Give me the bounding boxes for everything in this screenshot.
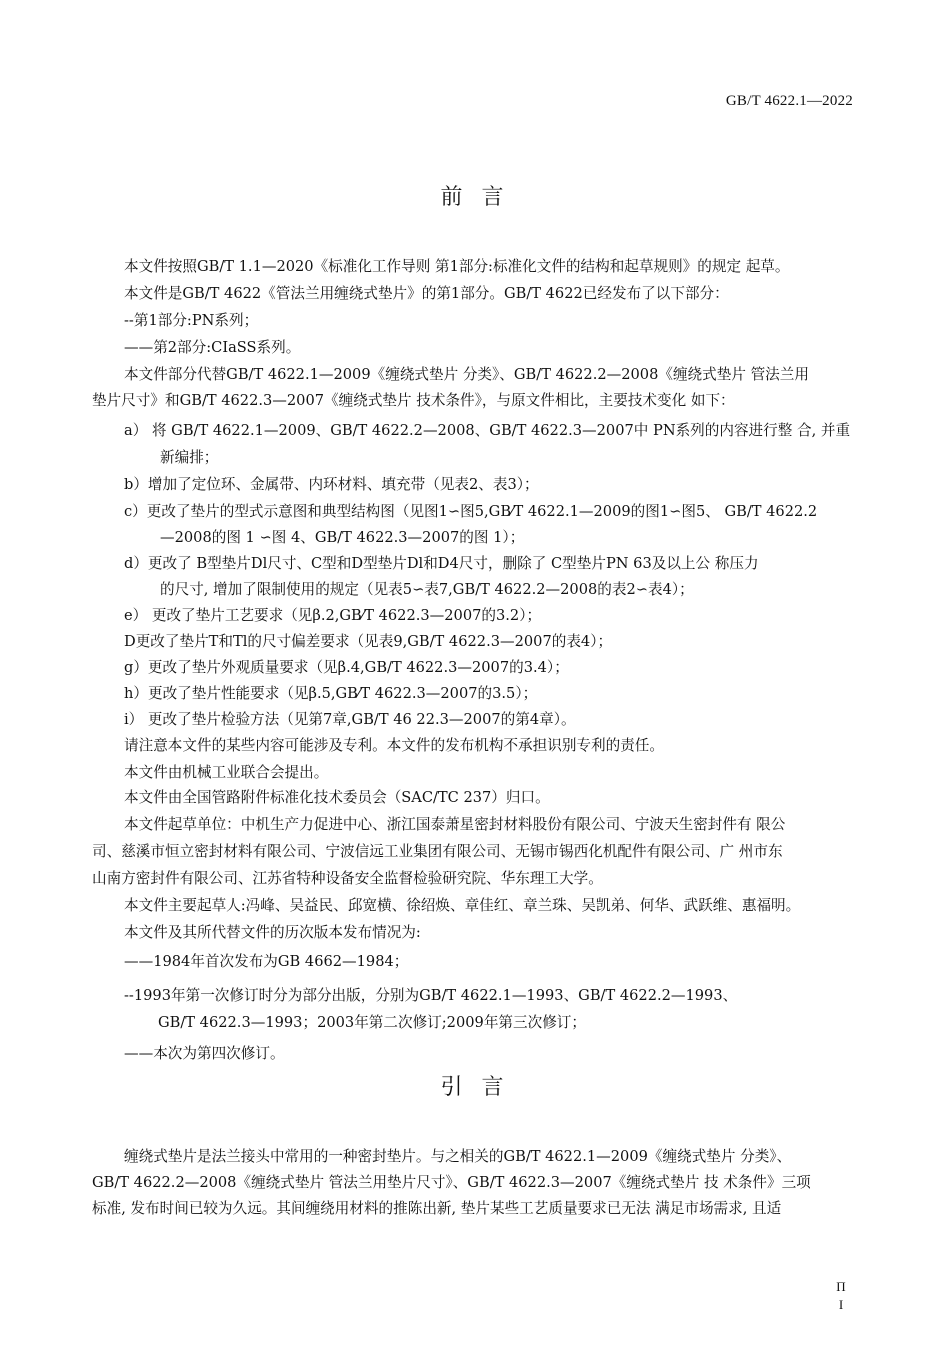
foreword-line: D更改了垫片T和Tl的尺寸偏差要求（见表9,GB/T 4622.3—2007的表4）； (124, 633, 613, 650)
foreword-line: 本文件主要起草人:冯峰、吴益民、邱宽横、徐绍焕、章佳红、章兰珠、吴凯弟、何华、武跃维、惠福明。 (124, 897, 801, 914)
foreword-line: c）更改了垫片的型式示意图和典型结构图（见图1∽图5,GB⁄T 4622.1—2009的图1∽图5、 GB/T 4622.2 (124, 503, 818, 520)
foreword-line: d）更改了 B型垫片Dl尺寸、C型和D型垫片Dl和D4尺寸，删除了 C型垫片PN 63及以上公 称压力 (124, 555, 759, 572)
foreword-line: 司、慈溪市恒立密封材料有限公司、宁波信远工业集团有限公司、无锡市锡西化机配件有限公司、广 州市东 (92, 843, 783, 860)
introduction-title: 引 言 (440, 1075, 510, 1100)
foreword-line: 本文件起草单位：中机生产力促进中心、浙江国泰萧星密封材料股份有限公司、宁波天生密封件有 限公 (124, 816, 786, 833)
foreword-line: 本文件由机械工业联合会提出。 (124, 764, 329, 781)
foreword-line: 本文件是GB/T 4622《管法兰用缠绕式垫片》的第1部分。GB/T 4622已经发布了以下部分： (124, 285, 729, 302)
introduction-line: GB/T 4622.2—2008《缠绕式垫片 管法兰用垫片尺寸》、GB/T 4622.3—2007《缠绕式垫片 技 术条件》三项 (92, 1174, 811, 1191)
foreword-line: 本文件按照GB/T 1.1—2020《标准化工作导则 第1部分:标准化文件的结构和起草规则》的规定 起草。 (124, 258, 790, 275)
foreword-line: 请注意本文件的某些内容可能涉及专利。本文件的发布机构不承担识别专利的责任。 (124, 737, 664, 754)
foreword-line: i） 更改了垫片检验方法（见第7章,GB/T 46 22.3—2007的第4章）。 (124, 711, 576, 728)
page-number-upper: Π (836, 1279, 846, 1294)
foreword-line: ——1984年首次发布为GB 4662—1984； (124, 953, 409, 970)
foreword-line: 山南方密封件有限公司、江苏省特种设备安全监督检验研究院、华东理工大学。 (92, 870, 603, 887)
foreword-line: —2008的图 1 ∽图 4、GB/T 4622.3—2007的图 1）； (160, 529, 525, 546)
foreword-line: b）增加了定位环、金属带、内环材料、填充带（见表2、表3）； (124, 476, 539, 493)
foreword-line: --1993年第一次修订时分为部分出版，分别为GB/T 4622.1—1993、GB/T 4622.2—1993、 (124, 987, 738, 1004)
standard-number: GB/T 4622.1—2022 (725, 93, 853, 109)
foreword-line: e） 更改了垫片工艺要求（见β.2,GB⁄T 4622.3—2007的3.2）； (124, 607, 542, 624)
foreword-line: 本文件及其所代替文件的历次版本发布情况为: (124, 924, 421, 941)
foreword-line: 本文件部分代替GB/T 4622.1—2009《缠绕式垫片 分类》、GB/T 4622.2—2008《缠绕式垫片 管法兰用 (124, 366, 809, 383)
foreword-title: 前 言 (440, 185, 510, 210)
foreword-line: a） 将 GB/T 4622.1—2009、GB/T 4622.2—2008、GB/T 4622.3—2007中 PN系列的内容进行整 合, 并重 (124, 422, 851, 439)
foreword-line: 的尺寸, 增加了限制使用的规定（见表5∽表7,GB/T 4622.2—2008的表2∽表4）； (160, 581, 694, 598)
foreword-line: g）更改了垫片外观质量要求（见β.4,GB/T 4622.3—2007的3.4）； (124, 659, 569, 676)
foreword-line: h）更改了垫片性能要求（见β.5,GB⁄T 4622.3—2007的3.5）； (124, 685, 538, 702)
foreword-line: ——本次为第四次修订。 (124, 1045, 285, 1062)
introduction-line: 标准, 发布时间已较为久远。其间缠绕用材料的推陈出新, 垫片某些工艺质量要求已无法 满足市场需求, 且适 (92, 1200, 782, 1217)
foreword-line: ——第2部分:CIaSS系列。 (124, 339, 301, 356)
foreword-line: 垫片尺寸》和GB/T 4622.3—2007《缠绕式垫片 技术条件》，与原文件相比，主要技术变化 如下： (92, 392, 735, 409)
foreword-line: 本文件由全国管路附件标准化技术委员会（SAC/TC 237）归口。 (124, 789, 550, 806)
foreword-line: 新编排； (160, 449, 219, 466)
foreword-line: GB/T 4622.3—1993；2003年第二次修订;2009年第三次修订； (158, 1014, 586, 1031)
page-number-lower: I (838, 1297, 844, 1312)
foreword-line: --第1部分:PN系列； (124, 312, 259, 329)
introduction-line: 缠绕式垫片是法兰接头中常用的一种密封垫片。与之相关的GB/T 4622.1—2009《缠绕式垫片 分类》、 (124, 1148, 792, 1165)
